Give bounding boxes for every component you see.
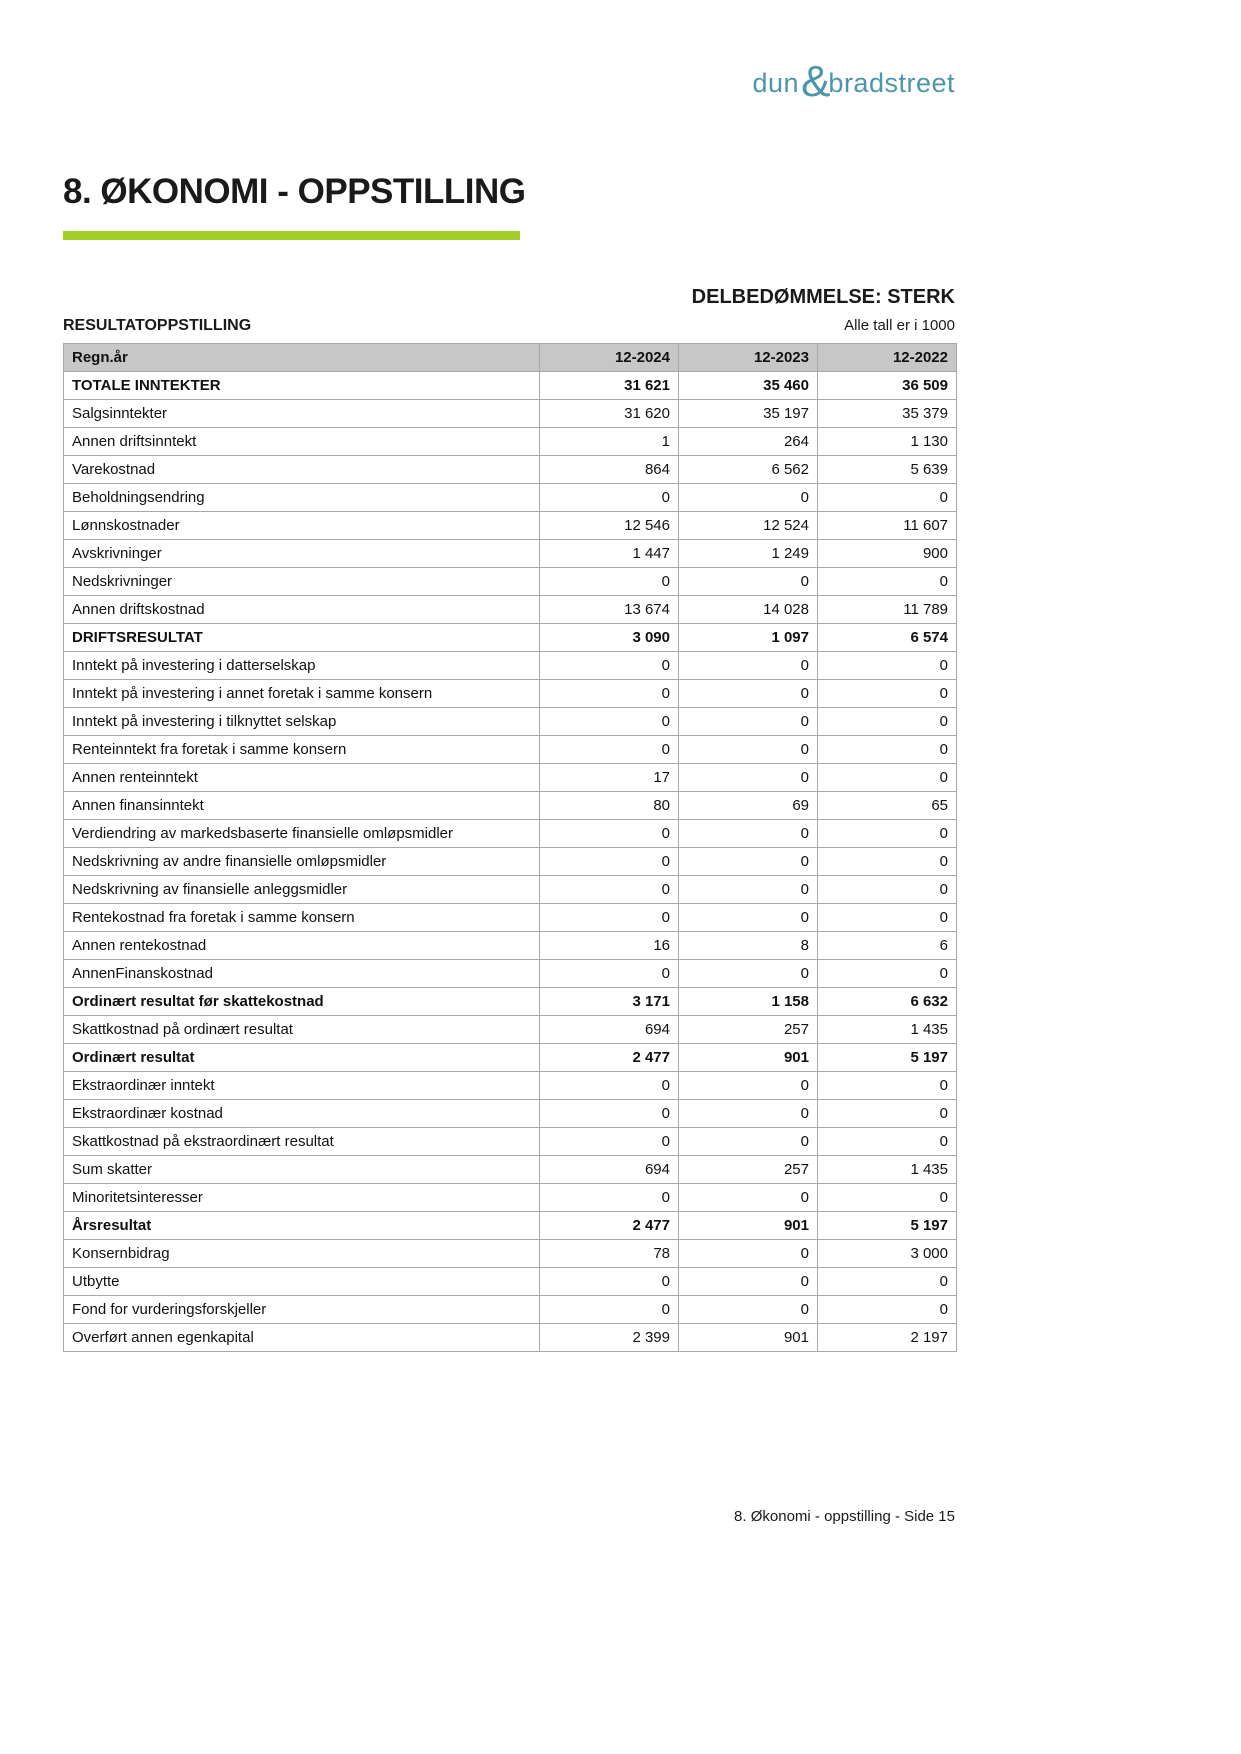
table-row — [64, 960, 957, 988]
row-value: 0 — [540, 820, 679, 848]
row-label: Nedskrivning av finansielle anleggsmidler — [64, 876, 540, 904]
table-row — [64, 848, 957, 876]
row-value: 11 607 — [818, 512, 957, 540]
table-row — [64, 596, 957, 624]
row-value: 0 — [540, 652, 679, 680]
row-value: 6 — [818, 932, 957, 960]
row-value: 6 632 — [818, 988, 957, 1016]
page-title: 8. ØKONOMI - OPPSTILLING — [63, 172, 526, 211]
row-value: 1 249 — [679, 540, 818, 568]
row-value: 901 — [679, 1212, 818, 1240]
row-value: 257 — [679, 1016, 818, 1044]
row-value: 65 — [818, 792, 957, 820]
row-value: 5 197 — [818, 1044, 957, 1072]
row-label: Annen driftskostnad — [64, 596, 540, 624]
row-value: 0 — [540, 904, 679, 932]
row-value: 0 — [540, 1296, 679, 1324]
table-row — [64, 540, 957, 568]
row-value: 0 — [679, 1240, 818, 1268]
row-value: 0 — [679, 848, 818, 876]
row-value: 1 097 — [679, 624, 818, 652]
row-value: 0 — [679, 484, 818, 512]
table-body — [64, 372, 957, 1352]
logo-text-bradstreet: bradstreet — [828, 68, 955, 98]
row-value: 0 — [540, 848, 679, 876]
row-value: 1 130 — [818, 428, 957, 456]
table-row — [64, 792, 957, 820]
row-label: DRIFTSRESULTAT — [64, 624, 540, 652]
row-value: 694 — [540, 1016, 679, 1044]
units-note: Alle tall er i 1000 — [844, 317, 955, 334]
row-value: 0 — [818, 652, 957, 680]
row-value: 1 — [540, 428, 679, 456]
row-value: 5 197 — [818, 1212, 957, 1240]
page-footer: 8. Økonomi - oppstilling - Side 15 — [734, 1508, 955, 1525]
row-value: 78 — [540, 1240, 679, 1268]
row-label: Konsernbidrag — [64, 1240, 540, 1268]
row-value: 0 — [540, 680, 679, 708]
table-row — [64, 736, 957, 764]
row-label: Annen rentekostnad — [64, 932, 540, 960]
table-row — [64, 400, 957, 428]
row-value: 0 — [818, 876, 957, 904]
row-label: AnnenFinanskostnad — [64, 960, 540, 988]
row-value: 0 — [679, 708, 818, 736]
row-value: 0 — [540, 1184, 679, 1212]
row-value: 12 546 — [540, 512, 679, 540]
row-value: 1 435 — [818, 1016, 957, 1044]
row-label: Utbytte — [64, 1268, 540, 1296]
row-value: 0 — [540, 708, 679, 736]
table-row — [64, 876, 957, 904]
table-header-row — [64, 344, 957, 372]
row-label: Overført annen egenkapital — [64, 1324, 540, 1352]
row-value: 3 090 — [540, 624, 679, 652]
row-value: 864 — [540, 456, 679, 484]
row-value: 5 639 — [818, 456, 957, 484]
row-label: Beholdningsendring — [64, 484, 540, 512]
row-label: Avskrivninger — [64, 540, 540, 568]
row-value: 0 — [818, 680, 957, 708]
row-value: 264 — [679, 428, 818, 456]
row-value: 0 — [540, 736, 679, 764]
row-value: 901 — [679, 1324, 818, 1352]
row-value: 3 171 — [540, 988, 679, 1016]
row-value: 80 — [540, 792, 679, 820]
row-label: Lønnskostnader — [64, 512, 540, 540]
row-label: Salgsinntekter — [64, 400, 540, 428]
row-value: 35 379 — [818, 400, 957, 428]
row-value: 0 — [818, 708, 957, 736]
title-accent-bar — [63, 231, 520, 240]
row-value: 0 — [540, 876, 679, 904]
row-value: 1 435 — [818, 1156, 957, 1184]
row-value: 0 — [540, 484, 679, 512]
table-row — [64, 708, 957, 736]
row-value: 0 — [679, 960, 818, 988]
table-row — [64, 1212, 957, 1240]
row-label: Sum skatter — [64, 1156, 540, 1184]
row-value: 0 — [818, 1128, 957, 1156]
table-row — [64, 652, 957, 680]
row-value: 0 — [679, 1128, 818, 1156]
header-regnaar: Regn.år — [64, 344, 540, 372]
row-value: 1 447 — [540, 540, 679, 568]
row-value: 8 — [679, 932, 818, 960]
table-row — [64, 484, 957, 512]
table-row — [64, 624, 957, 652]
row-value: 31 620 — [540, 400, 679, 428]
row-value: 0 — [679, 1268, 818, 1296]
row-value: 3 000 — [818, 1240, 957, 1268]
table-row — [64, 512, 957, 540]
row-value: 0 — [679, 904, 818, 932]
table-row — [64, 988, 957, 1016]
row-value: 0 — [540, 1128, 679, 1156]
row-label: Ordinært resultat — [64, 1044, 540, 1072]
row-label: Renteinntekt fra foretak i samme konsern — [64, 736, 540, 764]
row-label: Varekostnad — [64, 456, 540, 484]
row-value: 6 562 — [679, 456, 818, 484]
row-label: Ordinært resultat før skattekostnad — [64, 988, 540, 1016]
table-title: RESULTATOPPSTILLING — [63, 317, 252, 334]
row-value: 2 477 — [540, 1044, 679, 1072]
table-row — [64, 1044, 957, 1072]
row-value: 900 — [818, 540, 957, 568]
row-value: 0 — [818, 736, 957, 764]
row-value: 0 — [818, 904, 957, 932]
row-value: 0 — [818, 484, 957, 512]
table-row — [64, 1268, 957, 1296]
row-value: 12 524 — [679, 512, 818, 540]
row-label: Nedskrivning av andre finansielle omløpsmidler — [64, 848, 540, 876]
row-value: 0 — [679, 680, 818, 708]
row-value: 0 — [818, 1296, 957, 1324]
row-value: 0 — [540, 1072, 679, 1100]
table-row — [64, 1240, 957, 1268]
row-label: Rentekostnad fra foretak i samme konsern — [64, 904, 540, 932]
row-label: Minoritetsinteresser — [64, 1184, 540, 1212]
row-label: Skattkostnad på ordinært resultat — [64, 1016, 540, 1044]
table-row — [64, 372, 957, 400]
row-value: 2 399 — [540, 1324, 679, 1352]
table-row — [64, 1324, 957, 1352]
row-value: 0 — [818, 764, 957, 792]
table-row — [64, 568, 957, 596]
row-value: 0 — [679, 568, 818, 596]
row-value: 1 158 — [679, 988, 818, 1016]
table-row — [64, 1296, 957, 1324]
row-value: 0 — [679, 1072, 818, 1100]
table-row — [64, 932, 957, 960]
row-value: 0 — [818, 1100, 957, 1128]
row-value: 0 — [679, 1184, 818, 1212]
table-row — [64, 764, 957, 792]
table-row — [64, 680, 957, 708]
header-2024: 12-2024 — [540, 344, 679, 372]
table-row — [64, 1100, 957, 1128]
table-row — [64, 428, 957, 456]
row-value: 17 — [540, 764, 679, 792]
row-value: 0 — [540, 568, 679, 596]
row-value: 257 — [679, 1156, 818, 1184]
row-value: 0 — [818, 1184, 957, 1212]
row-value: 0 — [679, 764, 818, 792]
row-label: Inntekt på investering i tilknyttet selskap — [64, 708, 540, 736]
row-label: Inntekt på investering i annet foretak i samme konsern — [64, 680, 540, 708]
row-value: 0 — [818, 848, 957, 876]
row-value: 14 028 — [679, 596, 818, 624]
row-value: 0 — [818, 568, 957, 596]
row-value: 0 — [818, 1268, 957, 1296]
dun-bradstreet-logo: dun & bradstreet — [752, 57, 955, 106]
row-label: Inntekt på investering i datterselskap — [64, 652, 540, 680]
row-label: TOTALE INNTEKTER — [64, 372, 540, 400]
row-value: 0 — [540, 960, 679, 988]
header-2023: 12-2023 — [679, 344, 818, 372]
row-value: 2 477 — [540, 1212, 679, 1240]
row-value: 13 674 — [540, 596, 679, 624]
row-value: 16 — [540, 932, 679, 960]
row-value: 0 — [679, 1296, 818, 1324]
row-value: 0 — [818, 820, 957, 848]
row-value: 36 509 — [818, 372, 957, 400]
header-2022: 12-2022 — [818, 344, 957, 372]
row-value: 0 — [540, 1268, 679, 1296]
row-value: 694 — [540, 1156, 679, 1184]
row-value: 0 — [679, 736, 818, 764]
table-row — [64, 904, 957, 932]
row-value: 35 460 — [679, 372, 818, 400]
assessment-label: DELBEDØMMELSE: STERK — [691, 286, 955, 308]
income-statement-table — [63, 343, 957, 1352]
row-value: 35 197 — [679, 400, 818, 428]
row-value: 0 — [818, 1072, 957, 1100]
table-row — [64, 1128, 957, 1156]
row-label: Verdiendring av markedsbaserte finansielle omløpsmidler — [64, 820, 540, 848]
row-value: 11 789 — [818, 596, 957, 624]
table-row — [64, 456, 957, 484]
row-label: Annen driftsinntekt — [64, 428, 540, 456]
table-row — [64, 1184, 957, 1212]
row-label: Ekstraordinær kostnad — [64, 1100, 540, 1128]
row-label: Ekstraordinær inntekt — [64, 1072, 540, 1100]
row-value: 0 — [679, 652, 818, 680]
row-value: 31 621 — [540, 372, 679, 400]
row-label: Fond for vurderingsforskjeller — [64, 1296, 540, 1324]
row-label: Årsresultat — [64, 1212, 540, 1240]
row-value: 0 — [540, 1100, 679, 1128]
logo-text-dun: dun — [752, 68, 800, 98]
table-row — [64, 820, 957, 848]
row-value: 0 — [818, 960, 957, 988]
row-value: 0 — [679, 1100, 818, 1128]
row-value: 2 197 — [818, 1324, 957, 1352]
row-value: 6 574 — [818, 624, 957, 652]
table-row — [64, 1072, 957, 1100]
row-label: Annen renteinntekt — [64, 764, 540, 792]
row-label: Skattkostnad på ekstraordinært resultat — [64, 1128, 540, 1156]
row-label: Nedskrivninger — [64, 568, 540, 596]
row-value: 901 — [679, 1044, 818, 1072]
row-value: 69 — [679, 792, 818, 820]
row-value: 0 — [679, 876, 818, 904]
row-value: 0 — [679, 820, 818, 848]
table-row — [64, 1016, 957, 1044]
table-row — [64, 1156, 957, 1184]
row-label: Annen finansinntekt — [64, 792, 540, 820]
